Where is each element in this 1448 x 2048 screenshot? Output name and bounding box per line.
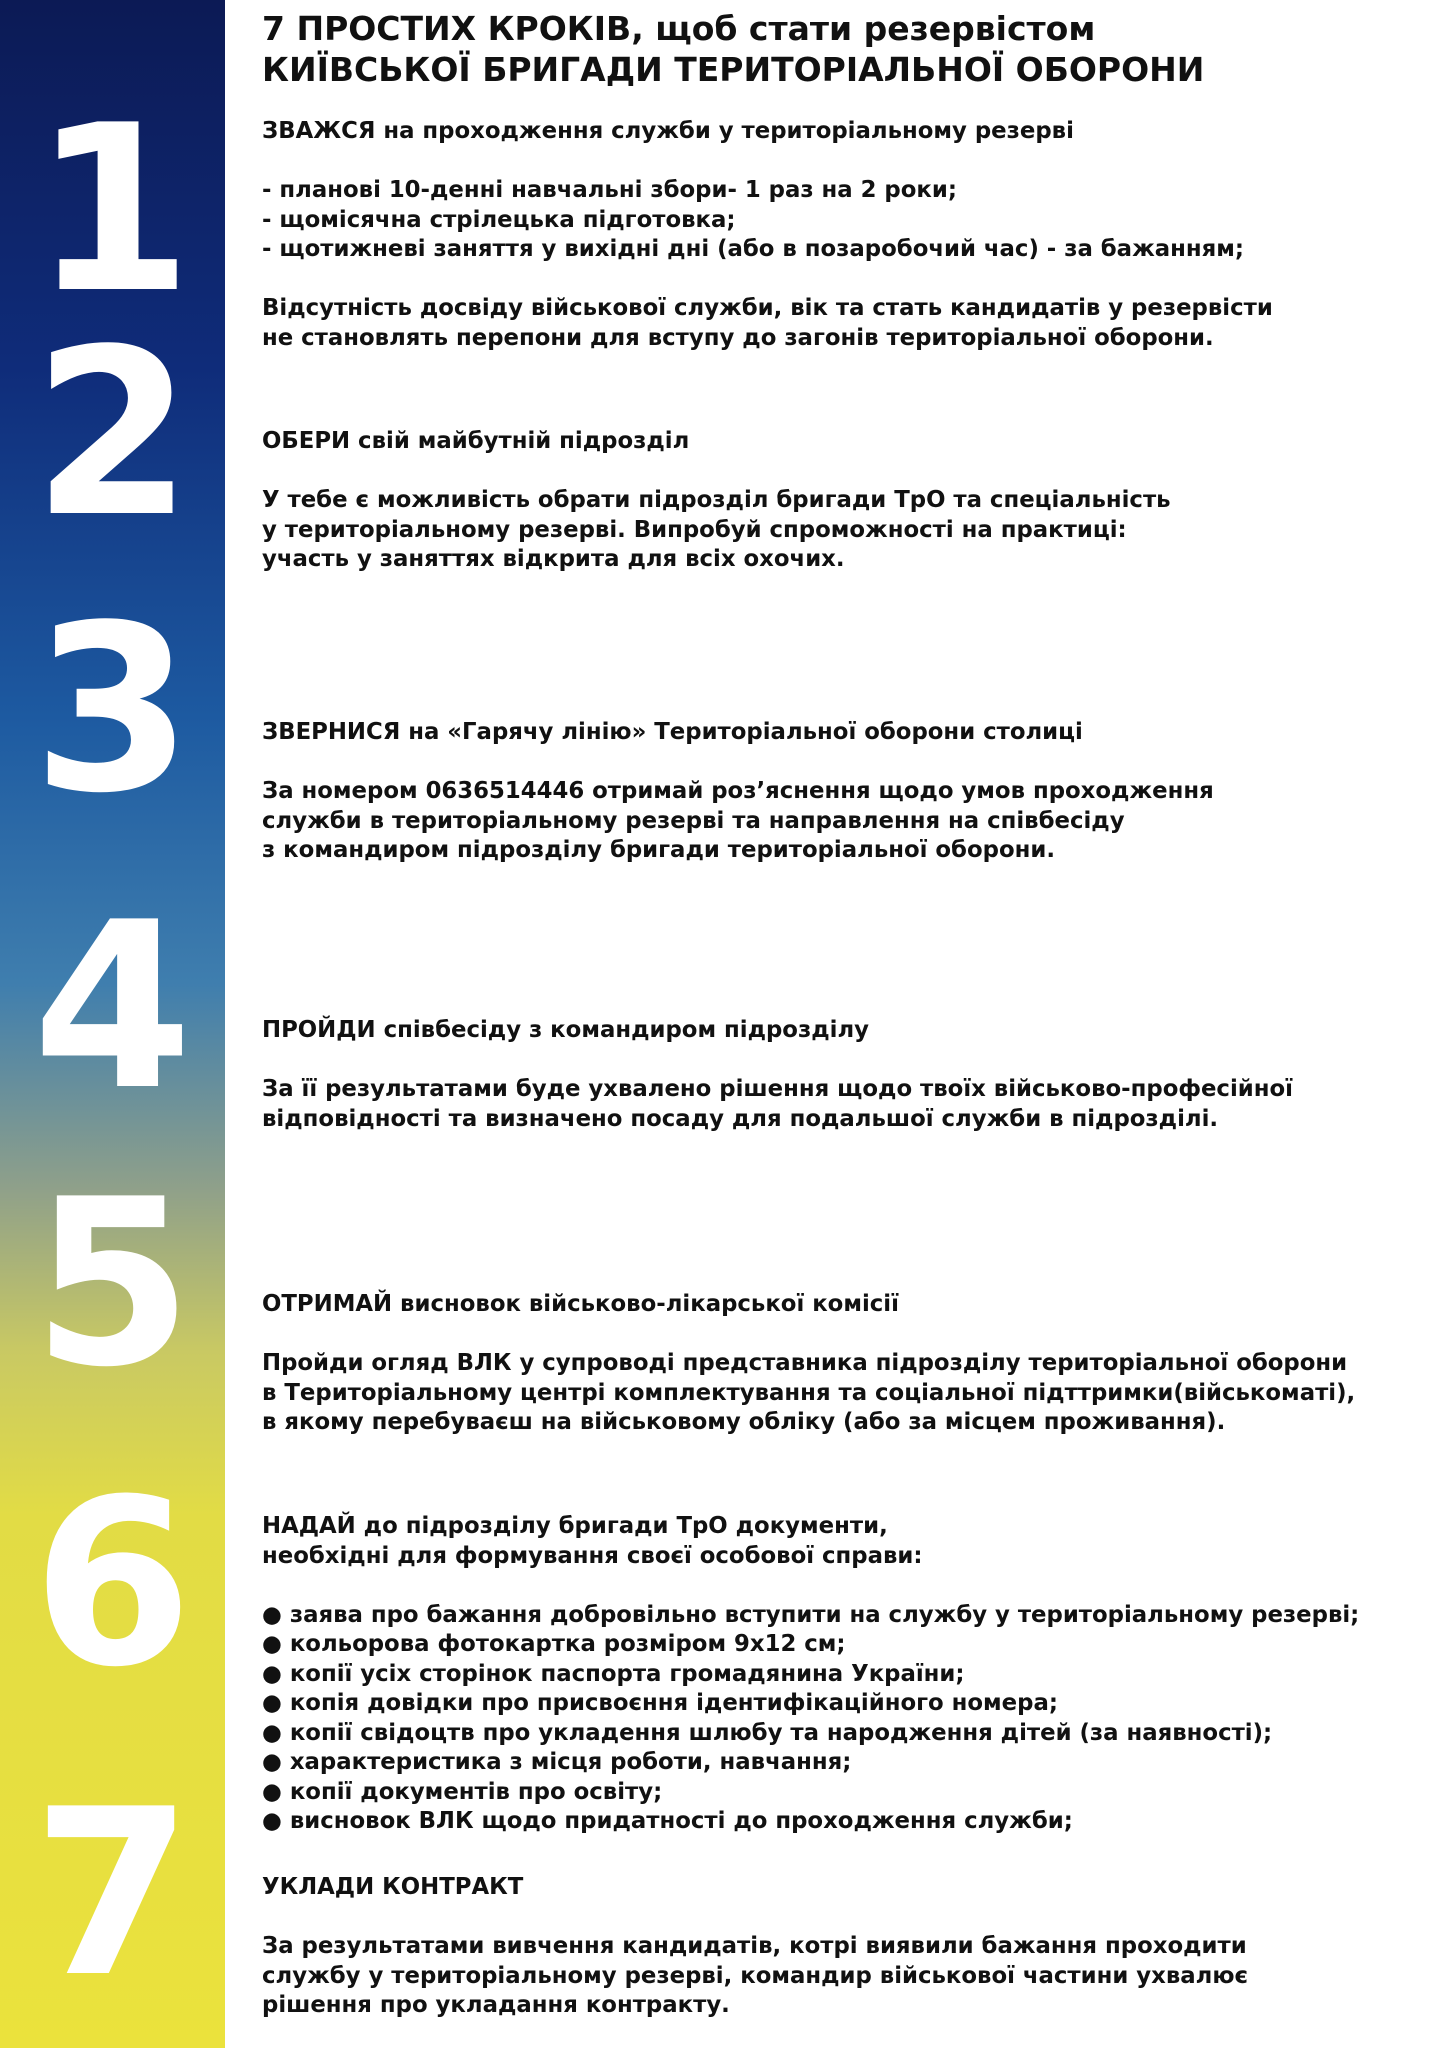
step-heading <box>262 1512 1432 1542</box>
step-line: рішення про укладання контракту. <box>262 1992 730 2018</box>
step-heading-text: свій майбутній підрозділ <box>350 428 690 454</box>
step-line: в якому перебуваєш на військовому обліку (або за місцем проживання). <box>262 1409 1226 1435</box>
step-line: Відсутність досвіду військової служби, вік та стать кандидатів у резервісти <box>262 295 1273 321</box>
step-line: служби в територіальному резерві та направлення на співбесіду <box>262 807 1125 834</box>
step-heading <box>262 117 1432 147</box>
step-line: відповідності та визначено посаду для подальшої служби в підрозділі. <box>262 1105 1219 1132</box>
step-heading-line-2: необхідні для формування своєї особової справи: <box>262 1542 923 1569</box>
numbered-sidebar <box>0 0 225 2048</box>
step-keyword: УКЛАДИ КОНТРАКТ <box>262 1874 524 1900</box>
step-keyword: ЗВЕРНИСЯ <box>262 719 401 745</box>
step-heading <box>262 427 1432 457</box>
step-line: - щомісячна стрілецька підготовка; <box>262 206 736 233</box>
step-number-5: 5 <box>32 1151 193 1418</box>
step-line: в Територіальному центрі комплектування та соціальної підттримки(військоматі), <box>262 1379 1356 1406</box>
step-heading-text: на проходження служби у територіальному резерві <box>375 118 1074 144</box>
step-line: За її результатами буде ухвалено рішення щодо твоїх військово-професійної <box>262 1076 1293 1102</box>
step-heading-text: до підрозділу бригади ТрО документи, <box>355 1513 888 1539</box>
step-2 <box>262 427 1432 575</box>
page-title <box>262 8 1432 90</box>
step-heading <box>262 1290 1432 1320</box>
step-heading-text: на «Гарячу лінію» Територіальної оборони столиці <box>400 719 1083 745</box>
step-line: участь у заняттях відкрита для всіх охочих. <box>262 546 845 572</box>
step-heading-text: висновок військово-лікарської комісії <box>392 1291 899 1317</box>
step-number-7: 7 <box>32 1761 193 2028</box>
step-number-6: 6 <box>32 1451 193 1718</box>
step-7 <box>262 1873 1432 2021</box>
step-line: з командиром підрозділу бригади територіальної оборони. <box>262 837 1056 863</box>
document-list-item: ● характеристика з місця роботи, навчання; <box>262 1749 852 1775</box>
document-list-item: ● копії свідоцтв про укладення шлюбу та народження дітей (за наявності); <box>262 1719 1273 1746</box>
step-number-1: 1 <box>32 77 193 344</box>
step-3 <box>262 718 1432 866</box>
step-6 <box>262 1512 1432 1837</box>
step-line: За результатами вивчення кандидатів, котрі виявили бажання проходити <box>262 1933 1247 1959</box>
step-line: не становлять перепони для вступу до загонів територіальної оборони. <box>262 324 1214 351</box>
step-line: За номером 0636514446 отримай роз’яснення щодо умов проходження <box>262 778 1214 804</box>
step-keyword: ПРОЙДИ <box>262 1017 376 1043</box>
step-line: - щотижневі заняття у вихідні дні (або в позаробочий час) - за бажанням; <box>262 236 1245 262</box>
step-5 <box>262 1290 1432 1438</box>
step-line: - планові 10-денні навчальні збори- 1 раз на 2 роки; <box>262 177 957 203</box>
document-list-item: ● кольорова фотокартка розміром 9х12 см; <box>262 1631 846 1657</box>
step-heading-text: співбесіду з командиром підрозділу <box>375 1017 870 1043</box>
step-keyword: НАДАЙ <box>262 1513 356 1539</box>
step-number-3: 3 <box>32 577 193 844</box>
step-heading <box>262 1016 1432 1046</box>
step-line: у територіальному резерві. Випробуй спроможності на практиці: <box>262 516 1127 543</box>
step-line: службу у територіальному резерві, командир військової частини ухвалює <box>262 1962 1249 1989</box>
step-line: Пройди огляд ВЛК у супроводі представника підрозділу територіальної оборони <box>262 1350 1348 1376</box>
step-number-2: 2 <box>32 301 193 568</box>
title-line-1: 7 ПРОСТИХ КРОКІВ, щоб стати резервістом <box>262 9 1096 48</box>
document-list-item: ● копії усіх сторінок паспорта громадянина України; <box>262 1660 965 1687</box>
document-list-item: ● заява про бажання добровільно вступити на службу у територіальному резерві; <box>262 1601 1360 1628</box>
step-1 <box>262 117 1432 353</box>
step-keyword: ОБЕРИ <box>262 428 351 454</box>
step-4 <box>262 1016 1432 1134</box>
title-line-2: КИЇВСЬКОЇ БРИГАДИ ТЕРИТОРІАЛЬНОЇ ОБОРОНИ <box>262 50 1205 89</box>
document-list-item: ● висновок ВЛК щодо придатності до проходження служби; <box>262 1808 1073 1834</box>
step-keyword: ЗВАЖСЯ <box>262 118 376 144</box>
step-heading <box>262 718 1432 748</box>
step-heading <box>262 1873 1432 1903</box>
document-list-item: ● копії документів про освіту; <box>262 1778 663 1805</box>
step-keyword: ОТРИМАЙ <box>262 1291 393 1317</box>
step-number-4: 4 <box>32 874 193 1141</box>
step-line: У тебе є можливість обрати підрозділ бригади ТрО та спеціальність <box>262 487 1171 513</box>
document-list-item: ● копія довідки про присвоєння ідентифікаційного номера; <box>262 1690 1058 1716</box>
